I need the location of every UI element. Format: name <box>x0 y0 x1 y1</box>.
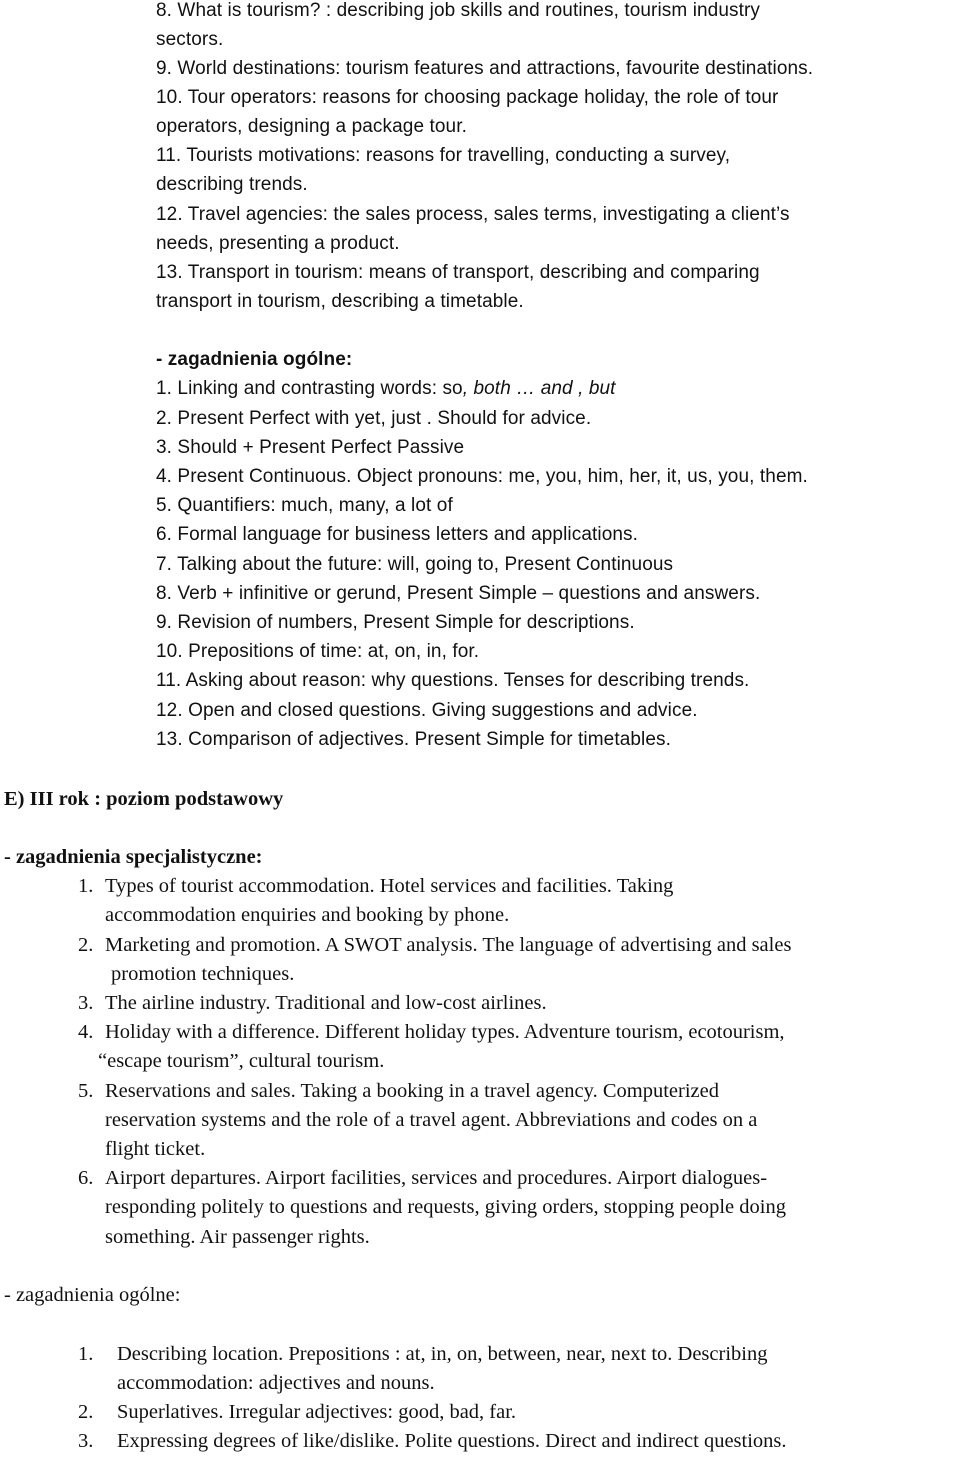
list-item-number: 3. <box>78 1430 94 1452</box>
list-item-number: 1. <box>78 875 94 897</box>
list-item: Superlatives. Irregular adjectives: good, bad, far. <box>117 1401 517 1423</box>
list-item-continuation: needs, presenting a product. <box>156 233 400 254</box>
list-item: 11. Tourists motivations: reasons for travelling, conducting a survey, <box>156 145 731 166</box>
list-item-continuation: operators, designing a package tour. <box>156 116 467 137</box>
list-item: Describing location. Prepositions : at, in, on, between, near, next to. Describing <box>117 1343 768 1365</box>
list-item-continuation: reservation systems and the role of a travel agent. Abbreviations and codes on a <box>105 1109 758 1131</box>
list-item: 13. Transport in tourism: means of transport, describing and comparing <box>156 262 760 283</box>
list-item-number: 5. <box>78 1080 94 1102</box>
list-item: 4. Present Continuous. Object pronouns: me, you, him, her, it, us, you, them. <box>156 466 808 487</box>
list-item: Marketing and promotion. A SWOT analysis. The language of advertising and sales <box>105 934 792 956</box>
list-item-continuation: describing trends. <box>156 174 308 195</box>
list-item: 12. Travel agencies: the sales process, sales terms, investigating a client’s <box>156 204 790 225</box>
list-item-continuation: something. Air passenger rights. <box>105 1226 370 1248</box>
section-heading-specialist: - zagadnienia specjalistyczne: <box>4 846 263 868</box>
list-item-continuation: responding politely to questions and requests, giving orders, stopping people doing <box>105 1196 786 1218</box>
list-item-continuation: sectors. <box>156 29 224 50</box>
list-item: 5. Quantifiers: much, many, a lot of <box>156 495 453 516</box>
list-item: 2. Present Perfect with yet, just . Should for advice. <box>156 408 592 429</box>
list-item: 11. Asking about reason: why questions. Tenses for describing trends. <box>156 670 750 691</box>
list-item-continuation: promotion techniques. <box>111 963 295 985</box>
list-item: Airport departures. Airport facilities, services and procedures. Airport dialogues- <box>105 1167 768 1189</box>
list-item-continuation: “escape tourism”, cultural tourism. <box>98 1050 385 1072</box>
list-item: Holiday with a difference. Different holiday types. Adventure tourism, ecotourism, <box>105 1021 785 1043</box>
list-item: 12. Open and closed questions. Giving suggestions and advice. <box>156 700 698 721</box>
list-item-italic-text: , both … and , but <box>462 378 616 399</box>
list-item-text: 1. Linking and contrasting words: so <box>156 378 463 399</box>
list-item: Reservations and sales. Taking a booking in a travel agency. Computerized <box>105 1080 719 1102</box>
section-heading-general-e: - zagadnienia ogólne: <box>4 1284 181 1306</box>
list-item-number: 3. <box>78 992 94 1014</box>
list-item: Expressing degrees of like/dislike. Polite questions. Direct and indirect questions. <box>117 1430 787 1452</box>
list-item: 10. Tour operators: reasons for choosing package holiday, the role of tour <box>156 87 779 108</box>
list-item: 6. Formal language for business letters and applications. <box>156 524 639 545</box>
section-heading-general: - zagadnienia ogólne: <box>156 349 353 370</box>
list-item: 8. What is tourism? : describing job skills and routines, tourism industry <box>156 0 761 21</box>
list-item: 9. Revision of numbers, Present Simple for descriptions. <box>156 612 635 633</box>
list-item: Types of tourist accommodation. Hotel services and facilities. Taking <box>105 875 674 897</box>
list-item-number: 4. <box>78 1021 94 1043</box>
list-item: 3. Should + Present Perfect Passive <box>156 437 465 458</box>
list-item <box>156 374 616 403</box>
section-heading-e: E) III rok : poziom podstawowy <box>4 788 284 810</box>
list-item-continuation: accommodation enquiries and booking by phone. <box>105 904 510 926</box>
list-item-number: 2. <box>78 934 94 956</box>
list-item-number: 2. <box>78 1401 94 1423</box>
list-item: 9. World destinations: tourism features and attractions, favourite destinations. <box>156 58 814 79</box>
list-item: 13. Comparison of adjectives. Present Simple for timetables. <box>156 729 672 750</box>
list-item-continuation: flight ticket. <box>105 1138 206 1160</box>
list-item: 7. Talking about the future: will, going to, Present Continuous <box>156 554 674 575</box>
list-item-continuation: accommodation: adjectives and nouns. <box>117 1372 435 1394</box>
list-item-number: 1. <box>78 1343 94 1365</box>
list-item: 8. Verb + infinitive or gerund, Present Simple – questions and answers. <box>156 583 761 604</box>
list-item-number: 6. <box>78 1167 94 1189</box>
list-item: The airline industry. Traditional and low-cost airlines. <box>105 992 547 1014</box>
list-item-continuation: transport in tourism, describing a timetable. <box>156 291 524 312</box>
list-item: 10. Prepositions of time: at, on, in, for. <box>156 641 480 662</box>
